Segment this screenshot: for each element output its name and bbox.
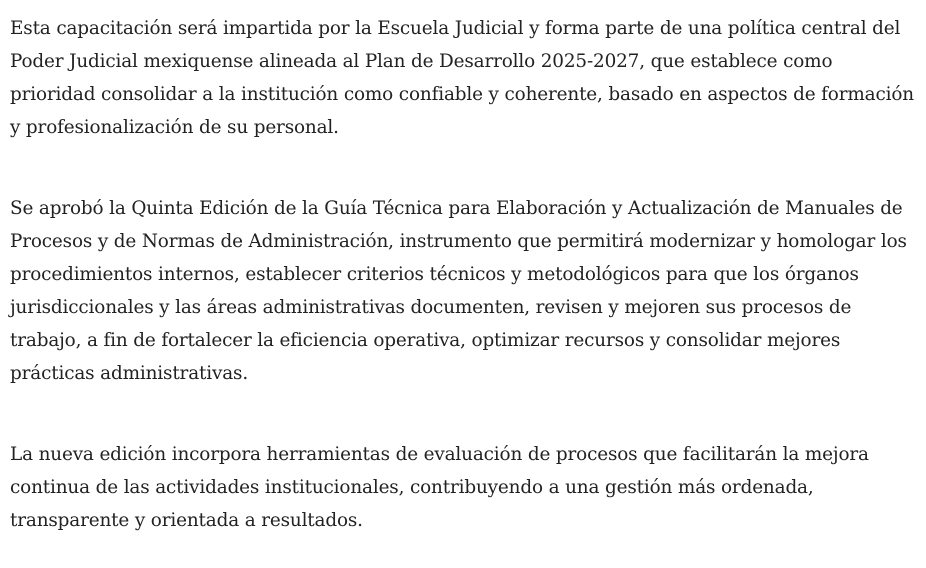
paragraph-nueva-edicion: La nueva edición incorpora herramientas de evaluación de procesos que facilitarán la mejora continua de las actividades institucionales, contribuyendo a una gestión más ordenada, transparente y orientada a resultados. bbox=[10, 444, 869, 531]
paragraph-guia-tecnica: Se aprobó la Quinta Edición de la Guía Técnica para Elaboración y Actualización de Manuales de Procesos y de Normas de Administración, instrumento que permitirá modernizar y homologar los procedimientos internos, establecer criterios técnicos y metodológicos para que los órganos jurisdiccionales y las áreas administrativas documenten, revisen y mejoren sus procesos de trabajo, a fin de fortalecer la eficiencia operativa, optimizar recursos y consolidar mejores prácticas administrativas. bbox=[10, 198, 907, 384]
paragraph-capacitacion: Esta capacitación será impartida por la Escuela Judicial y forma parte de una política central del Poder Judicial mexiquense alineada al Plan de Desarrollo 2025-2027, que establece como prioridad consolidar a la institución como confiable y coherente, basado en aspectos de formación y profesionalización de su personal. bbox=[10, 18, 914, 138]
